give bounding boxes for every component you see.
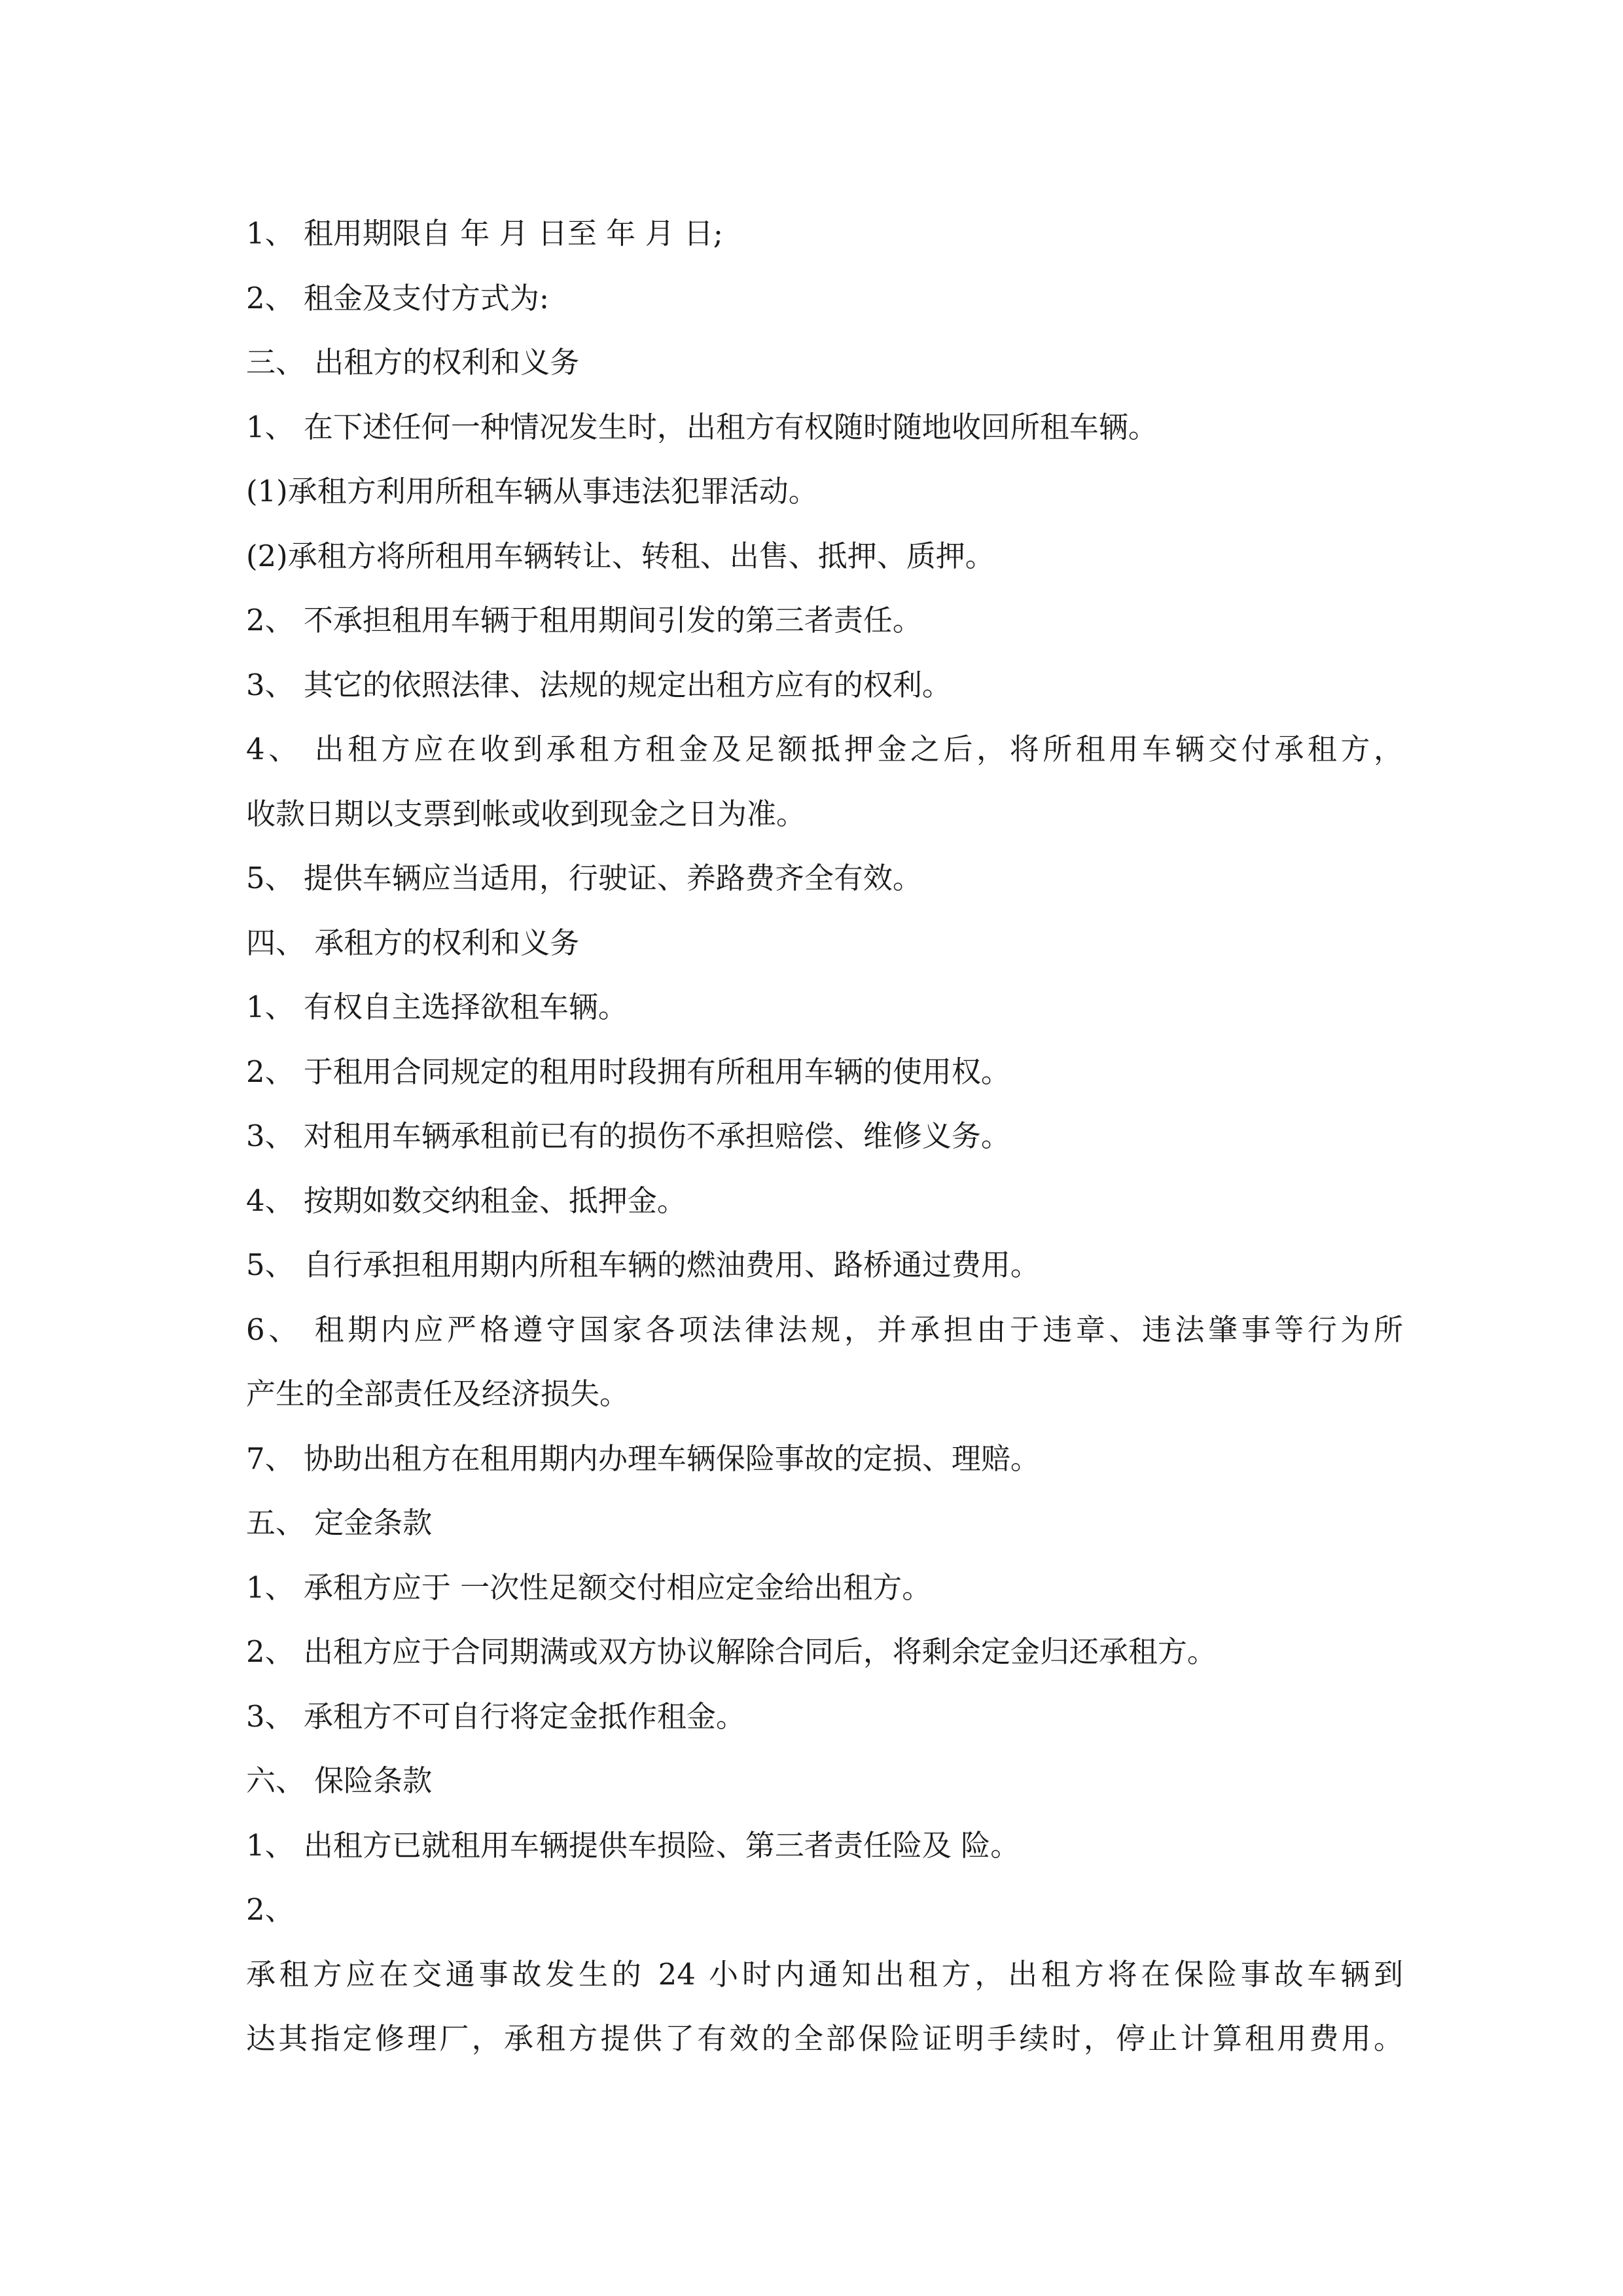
sub-clause-line: (2)承租方将所租用车辆转让、转租、出售、抵押、质押。 (246, 538, 995, 573)
clause-line: 1、 租用期限自 年 月 日至 年 月 日; (246, 216, 723, 251)
clause-continuation: 收款日期以支票到帐或收到现金之日为准。 (246, 796, 806, 831)
section-heading: 五、 定金条款 (246, 1505, 433, 1540)
clause-line: 2、 租金及支付方式为: (246, 280, 550, 315)
clause-line: 5、 自行承担租用期内所租车辆的燃油费用、路桥通过费用。 (246, 1247, 1040, 1282)
clause-line: 2、 出租方应于合同期满或双方协议解除合同后，将剩余定金归还承租方。 (246, 1634, 1217, 1669)
clause-line: 1、 有权自主选择欲租车辆。 (246, 990, 628, 1024)
clause-continuation: 产生的全部责任及经济损失。 (246, 1376, 630, 1411)
clause-line: 2、 不承担租用车辆于租用期间引发的第三者责任。 (246, 603, 922, 637)
clause-line: 2、 (246, 1892, 294, 1927)
clause-line: 3、 对租用车辆承租前已有的损伤不承担赔偿、维修义务。 (246, 1119, 1010, 1153)
clause-line: 3、 其它的依照法律、法规的规定出租方应有的权利。 (246, 667, 952, 702)
clause-line: 1、 出租方已就租用车辆提供车损险、第三者责任险及 险。 (246, 1827, 1020, 1863)
contract-body (246, 202, 1403, 2072)
clause-line: 6、 租期内应严格遵守国家各项法律法规，并承担由于违章、违法肇事等行为所 (246, 1312, 1403, 1347)
clause-line: 4、 出租方应在收到承租方租金及足额抵押金之后，将所租用车辆交付承租方， (246, 732, 1403, 766)
section-heading: 三、 出租方的权利和义务 (246, 345, 580, 380)
clause-line: 3、 承租方不可自行将定金抵作租金。 (246, 1698, 745, 1734)
clause-continuation: 承租方应在交通事故发生的 24 小时内通知出租方，出租方将在保险事故车辆到 (246, 1956, 1403, 1992)
section-heading: 六、 保险条款 (246, 1763, 433, 1798)
clause-line: 5、 提供车辆应当适用，行驶证、养路费齐全有效。 (246, 861, 922, 895)
clause-line: 4、 按期如数交纳租金、抵押金。 (246, 1183, 687, 1218)
section-heading: 四、 承租方的权利和义务 (246, 925, 580, 960)
clause-continuation: 达其指定修理厂，承租方提供了有效的全部保险证明手续时，停止计算租用费用。 (246, 2021, 1403, 2056)
sub-clause-line: (1)承租方利用所租车辆从事违法犯罪活动。 (246, 474, 818, 509)
clause-line: 7、 协助出租方在租用期内办理车辆保险事故的定损、理赔。 (246, 1441, 1040, 1476)
clause-line: 1、 承租方应于 一次性足额交付相应定金给出租方。 (246, 1570, 932, 1605)
clause-line: 1、 在下述任何一种情况发生时，出租方有权随时随地收回所租车辆。 (246, 409, 1158, 444)
clause-line: 2、 于租用合同规定的租用时段拥有所租用车辆的使用权。 (246, 1054, 1010, 1089)
